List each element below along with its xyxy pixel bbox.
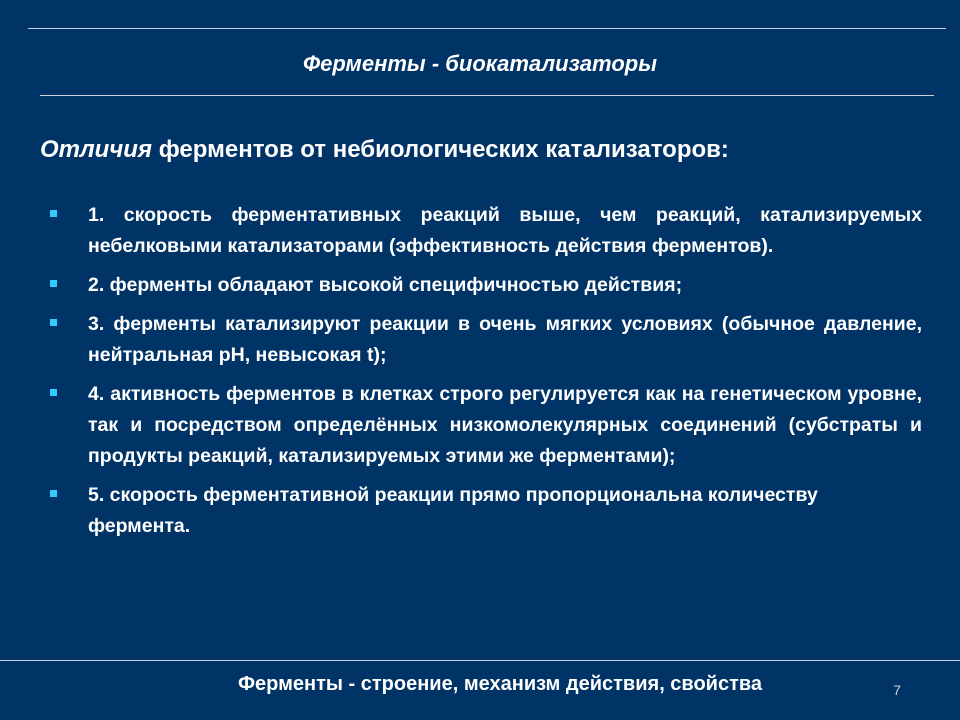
square-bullet-icon [50,210,57,217]
bullet-item [48,270,922,301]
heading-emphasis: Отличия [40,136,153,163]
bullet-item [48,480,922,542]
bullet-text: 1. скорость ферментативных реакций выше, чем реакций, катализируемых небелковыми катализаторами (эффективность действия ферментов). [88,204,922,257]
square-bullet-icon [50,490,57,497]
bullet-item [48,200,922,262]
footer-divider [0,660,960,661]
top-divider [28,28,946,29]
header-title: Ферменты - биокатализаторы [303,51,657,76]
heading-text: ферментов от небиологических катализаторов: [152,136,729,163]
square-bullet-icon [50,389,57,396]
header-divider [40,95,934,96]
square-bullet-icon [50,280,57,287]
bullet-item [48,309,922,371]
square-bullet-icon [50,319,57,326]
bullet-item [48,379,922,472]
footer-title: Ферменты - строение, механизм действия, свойства [237,673,763,695]
bullet-text: 5. скорость ферментативной реакции прямо пропорциональна количеству фермента. [88,484,818,537]
bullet-text: 2. ферменты обладают высокой специфичностью действия; [88,274,683,296]
slide-heading [40,133,930,167]
page-number: 7 [893,682,901,698]
bullet-list [48,200,922,550]
bullet-text: 4. активность ферментов в клетках строго регулируется как на генетическом уровне, так и посредством определённых низкомолекулярных соединений (субстраты и продукты реакций, катализируемых этими же ферментами); [88,383,922,467]
bullet-text: 3. ферменты катализируют реакции в очень мягких условиях (обычное давление, нейтральная рН, невысокая t); [88,313,922,366]
